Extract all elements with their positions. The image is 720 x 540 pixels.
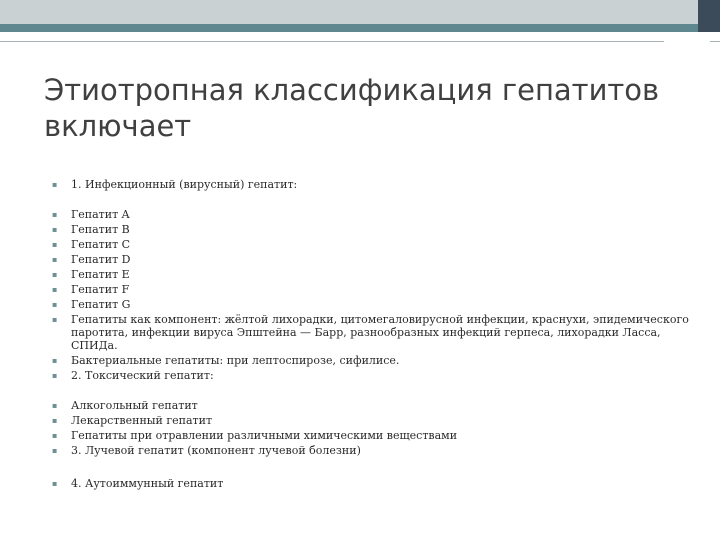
list-item [52,399,692,412]
list-item-text: Гепатит F [71,283,130,296]
list-item [52,313,692,352]
list-item [52,414,692,427]
list-item-text: Гепатит E [71,268,130,281]
list-item [52,283,692,296]
list-item [52,369,692,382]
list-item [52,268,692,281]
bullet-icon: ▪ [52,240,58,249]
bullet-icon: ▪ [52,431,58,440]
bullet-icon: ▪ [52,285,58,294]
header-corner-block [698,0,720,32]
list-item-text: Гепатит G [71,298,131,311]
list-item [52,238,692,251]
bullet-icon: ▪ [52,479,58,488]
list-item [52,178,692,191]
list-item [52,429,692,442]
list-item [52,298,692,311]
header-rule [0,41,664,42]
bullet-icon: ▪ [52,225,58,234]
bullet-icon: ▪ [52,356,58,365]
bullet-icon: ▪ [52,315,58,324]
list-item-text: Гепатит C [71,238,131,251]
header-accent-band [0,24,720,32]
list-item-text: Гепатит D [71,253,131,266]
list-item-text: Гепатиты при отравлении различными химическими веществами [71,429,458,442]
list-item-text: 3. Лучевой гепатит (компонент лучевой болезни) [71,444,361,457]
list-item-text: 4. Аутоиммунный гепатит [71,477,224,490]
header-band [0,0,720,24]
list-item [52,223,692,236]
list-item-text: Гепатит A [71,208,130,221]
slide-content [52,178,692,490]
list-item [52,253,692,266]
list-item [52,208,692,221]
list-item-text: 1. Инфекционный (вирусный) гепатит: [71,178,298,191]
bullet-icon: ▪ [52,270,58,279]
list-item-text: Бактериальные гепатиты: при лептоспирозе, сифилисе. [71,354,400,367]
list-item-text: Гепатиты как компонент: жёлтой лихорадки, цитомегаловирусной инфекции, краснухи, эпидемического паротита, инфекции вируса Эпштейна — Барр, разнообразных инфекций герпеса, лихорадки Ласса, СПИДа. [71,313,689,352]
list-item [52,444,692,457]
bullet-icon: ▪ [52,416,58,425]
bullet-icon: ▪ [52,371,58,380]
list-item [52,354,692,367]
list-item-text: 2. Токсический гепатит: [71,369,214,382]
bullet-icon: ▪ [52,401,58,410]
bullet-icon: ▪ [52,180,58,189]
list-item-text: Гепатит B [71,223,130,236]
bullet-icon: ▪ [52,255,58,264]
header-rule-end [710,41,720,42]
bullet-icon: ▪ [52,210,58,219]
list-item-text: Алкогольный гепатит [71,399,198,412]
list-item-text: Лекарственный гепатит [71,414,213,427]
list-item [52,477,692,490]
slide-title: Этиотропная классификация гепатитов включает [44,73,660,143]
bullet-icon: ▪ [52,300,58,309]
bullet-icon: ▪ [52,446,58,455]
